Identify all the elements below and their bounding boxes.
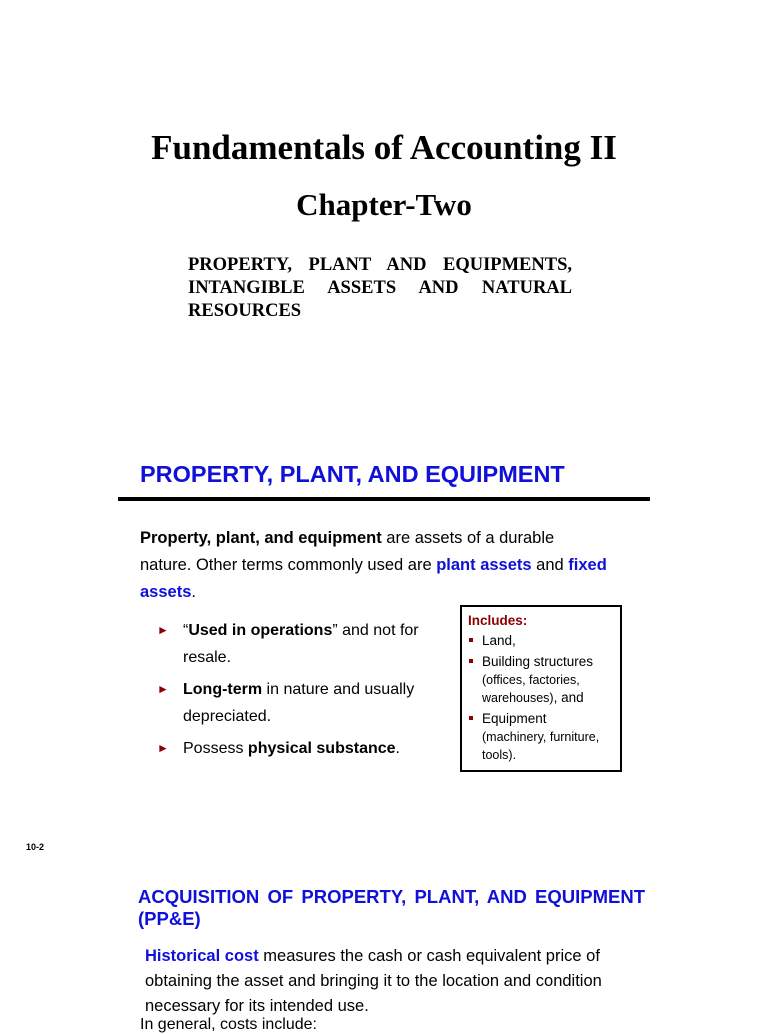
triangle-bullet-icon: ►	[157, 741, 169, 755]
includes-list	[468, 632, 614, 764]
alt-term-fixed-assets: fixed assets	[140, 556, 607, 601]
alt-term-plant-assets: plant assets	[436, 556, 532, 574]
triangle-bullet-icon: ►	[157, 623, 169, 637]
list-item: Land,	[468, 632, 614, 650]
document-title: Fundamentals of Accounting II	[151, 128, 617, 167]
includes-box	[460, 605, 622, 772]
historical-cost-term: Historical cost	[145, 947, 259, 965]
intro-text-1: are assets of a durable nature. Other terms commonly used are	[140, 529, 555, 574]
list-item: ► Possess physical substance.	[157, 735, 427, 762]
intro-text-3: .	[191, 583, 196, 601]
intro-paragraph	[140, 525, 610, 606]
section-heading: PROPERTY, PLANT, AND EQUIPMENT	[140, 461, 565, 487]
acquisition-text: measures the cash or cash equivalent price of obtaining the asset and bringing it to the location and condition necessary for its intended use.	[145, 947, 602, 1015]
intro-text-2: and	[531, 556, 569, 574]
triangle-bullet-icon: ►	[157, 682, 169, 696]
list-item: ► Long-term in nature and usually depreciated.	[157, 676, 427, 730]
cut-off-text: In general, costs include:	[140, 1016, 317, 1033]
chapter-title: Chapter-Two	[296, 187, 472, 222]
intro-term: Property, plant, and equipment	[140, 529, 382, 547]
slide-number: 10-2	[26, 842, 45, 852]
characteristics-list	[157, 617, 427, 767]
acquisition-heading: ACQUISITION OF PROPERTY, PLANT, AND EQUIPMENT (PP&E)	[138, 886, 645, 929]
heading-divider	[118, 497, 650, 501]
square-bullet-icon	[469, 716, 473, 720]
includes-title: Includes:	[468, 613, 528, 628]
acquisition-paragraph	[145, 944, 645, 1019]
list-item: ► “Used in operations” and not for resale.	[157, 617, 427, 671]
square-bullet-icon	[469, 638, 473, 642]
chapter-topic: PROPERTY, PLANT AND EQUIPMENTS, INTANGIBLE ASSETS AND NATURAL RESOURCES	[188, 255, 572, 321]
list-item: Building structures (offices, factories, warehouses), and	[468, 653, 614, 707]
list-item: Equipment (machinery, furniture, tools).	[468, 710, 614, 764]
square-bullet-icon	[469, 659, 473, 663]
